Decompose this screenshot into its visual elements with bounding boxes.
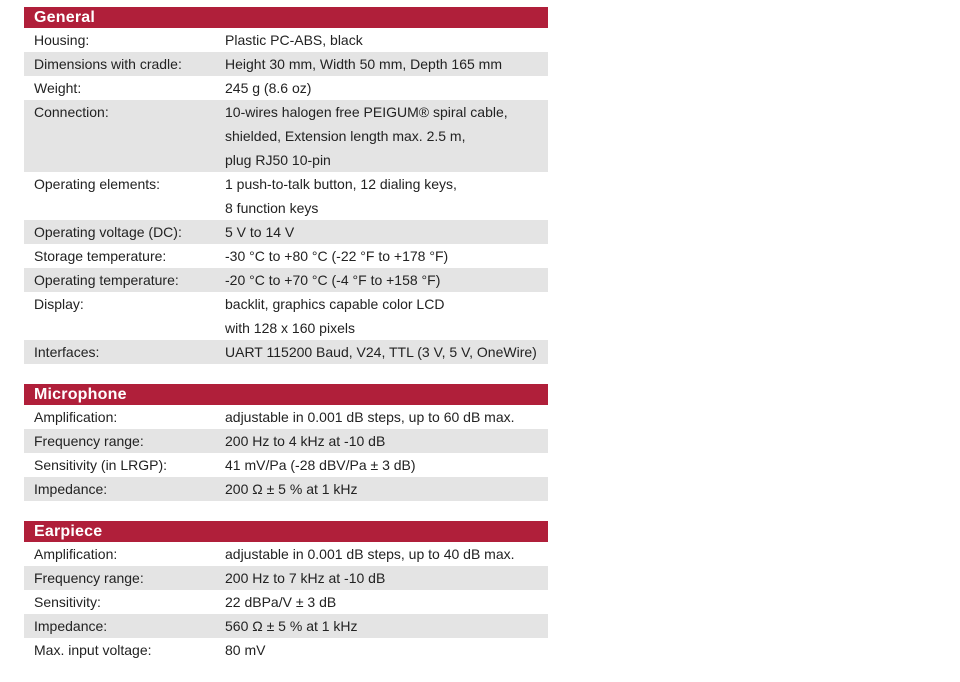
spec-value <box>225 590 548 614</box>
spec-value <box>225 244 548 268</box>
spec-value <box>225 566 548 590</box>
spec-label: Impedance: <box>34 481 108 497</box>
spec-value-line: 8 function keys <box>225 200 319 216</box>
spec-row <box>24 340 548 364</box>
spec-value <box>225 477 548 501</box>
spec-value <box>225 52 548 76</box>
spec-row <box>24 76 548 100</box>
spec-value-line: shielded, Extension length max. 2.5 m, <box>225 128 466 144</box>
spec-value-line: UART 115200 Baud, V24, TTL (3 V, 5 V, OneWire) <box>225 344 537 360</box>
spec-value <box>225 220 548 244</box>
spec-label: Weight: <box>34 80 82 96</box>
section-header: General <box>24 7 548 28</box>
spec-value <box>225 405 548 429</box>
spec-label: Operating voltage (DC): <box>34 224 182 240</box>
spec-value-line: 80 mV <box>225 642 266 658</box>
spec-label: Amplification: <box>34 409 118 425</box>
spec-row <box>24 244 548 268</box>
spec-value <box>225 76 548 100</box>
spec-value <box>225 292 548 340</box>
spec-label: Sensitivity (in LRGP): <box>34 457 168 473</box>
spec-value <box>225 340 548 364</box>
spec-row <box>24 405 548 429</box>
spec-value-line: 200 Ω ± 5 % at 1 kHz <box>225 481 358 497</box>
spec-value-line: Height 30 mm, Width 50 mm, Depth 165 mm <box>225 56 502 72</box>
spec-row <box>24 477 548 501</box>
spec-value-line: plug RJ50 10-pin <box>225 152 331 168</box>
spec-section-earpiece <box>24 521 548 662</box>
section-header: Earpiece <box>24 521 548 542</box>
spec-value <box>225 614 548 638</box>
spec-sheet <box>24 7 548 682</box>
spec-value <box>225 453 548 477</box>
spec-label: Storage temperature: <box>34 248 167 264</box>
spec-value <box>225 172 548 220</box>
spec-label: Dimensions with cradle: <box>34 56 182 72</box>
spec-value-line: backlit, graphics capable color LCD <box>225 296 445 312</box>
spec-label: Interfaces: <box>34 344 100 360</box>
spec-label: Frequency range: <box>34 570 144 586</box>
spec-row <box>24 220 548 244</box>
spec-value-line: Plastic PC-ABS, black <box>225 32 363 48</box>
spec-row <box>24 52 548 76</box>
spec-label: Housing: <box>34 32 90 48</box>
spec-value-line: 200 Hz to 4 kHz at -10 dB <box>225 433 386 449</box>
spec-label: Sensitivity: <box>34 594 101 610</box>
spec-label: Max. input voltage: <box>34 642 152 658</box>
spec-label: Operating temperature: <box>34 272 179 288</box>
spec-label: Connection: <box>34 104 109 120</box>
spec-value <box>225 100 548 172</box>
spec-label: Frequency range: <box>34 433 144 449</box>
spec-row <box>24 542 548 566</box>
spec-row <box>24 590 548 614</box>
spec-row <box>24 638 548 662</box>
spec-value-line: -30 °C to +80 °C (-22 °F to +178 °F) <box>225 248 449 264</box>
spec-value-line: 10-wires halogen free PEIGUM® spiral cable, <box>225 104 508 120</box>
spec-section-microphone <box>24 384 548 501</box>
spec-label: Impedance: <box>34 618 108 634</box>
spec-value-line: 5 V to 14 V <box>225 224 295 240</box>
spec-label: Operating elements: <box>34 176 161 192</box>
spec-value-line: with 128 x 160 pixels <box>225 320 355 336</box>
spec-row <box>24 453 548 477</box>
spec-row <box>24 28 548 52</box>
spec-value <box>225 268 548 292</box>
spec-value-line: -20 °C to +70 °C (-4 °F to +158 °F) <box>225 272 441 288</box>
spec-value-line: 560 Ω ± 5 % at 1 kHz <box>225 618 358 634</box>
spec-value <box>225 28 548 52</box>
spec-row <box>24 292 548 340</box>
spec-row <box>24 429 548 453</box>
spec-value-line: 1 push-to-talk button, 12 dialing keys, <box>225 176 457 192</box>
spec-value-line: adjustable in 0.001 dB steps, up to 40 dB max. <box>225 546 515 562</box>
spec-row <box>24 268 548 292</box>
spec-row <box>24 566 548 590</box>
spec-label: Amplification: <box>34 546 118 562</box>
spec-section-general <box>24 7 548 364</box>
section-header: Microphone <box>24 384 548 405</box>
spec-row <box>24 614 548 638</box>
spec-value-line: 245 g (8.6 oz) <box>225 80 312 96</box>
spec-value <box>225 542 548 566</box>
spec-label: Display: <box>34 296 84 312</box>
spec-value-line: 200 Hz to 7 kHz at -10 dB <box>225 570 386 586</box>
spec-row <box>24 172 548 220</box>
spec-value <box>225 638 548 662</box>
spec-value-line: adjustable in 0.001 dB steps, up to 60 dB max. <box>225 409 515 425</box>
spec-value-line: 22 dBPa/V ± 3 dB <box>225 594 337 610</box>
spec-value-line: 41 mV/Pa (-28 dBV/Pa ± 3 dB) <box>225 457 416 473</box>
spec-row <box>24 100 548 172</box>
spec-value <box>225 429 548 453</box>
